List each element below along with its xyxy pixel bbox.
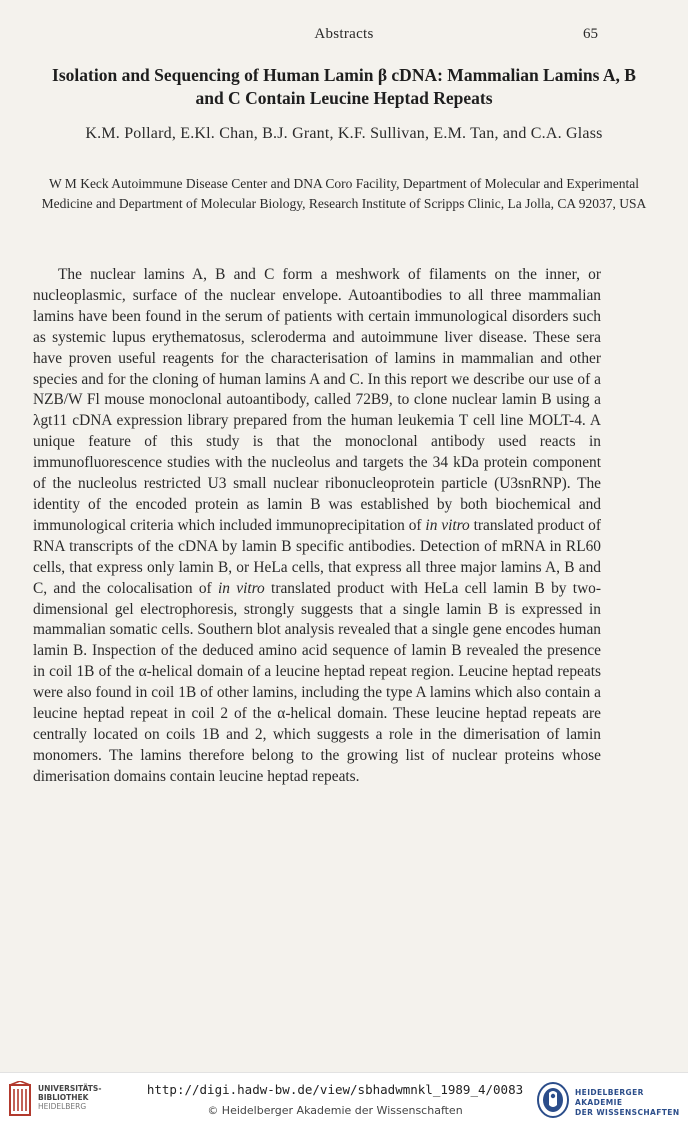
copyright-notice: © Heidelberger Akademie der Wissenschaften: [207, 1104, 463, 1117]
abstract-paragraph: [33, 265, 601, 788]
abstract-text-3: translated product with HeLa cell lamin B by two-dimensional gel electrophoresis, strongly suggests that a single lamin B is expressed in mammalian somatic cells. Southern blot analysis revealed that a single gene encodes human lamin B. Inspection of the deduced amino acid sequence of lamin B revealed the presence in coil 1B of the α-helical domain of a leucine heptad repeat region. Leucine heptad repeats were also found in coil 1B of other lamins, including the type A lamins which also contain a leucine heptad repeat in coil 2 of the α-helical domain. These leucine heptad repeats are centrally located on coils 1B and 2, which suggests a role in the dimerisation of lamin monomers. The lamins therefore belong to the growing list of nuclear proteins whose dimerisation domains contain leucine heptad repeats.: [33, 579, 602, 785]
library-city: HEIDELBERG: [38, 1102, 87, 1111]
library-name-line2: BIBLIOTHEK: [38, 1093, 89, 1102]
abstract-italic-1: in vitro: [425, 516, 470, 534]
academy-name-line1: HEIDELBERGER AKADEMIE: [575, 1088, 644, 1107]
library-name: [38, 1084, 101, 1111]
author-list: K.M. Pollard, E.Kl. Chan, B.J. Grant, K.F. Sullivan, E.M. Tan, and C.A. Glass: [85, 125, 603, 142]
abstract-text-2: translated product of RNA transcripts of the cDNA by lamin B specific antibodies. Detection of mRNA in RL60 cells, that express only lamin B, or HeLa cells, that express all three major lamins A, B and C, and the colocalisation of: [33, 516, 601, 597]
academy-seal-icon: [536, 1081, 570, 1119]
abstract-body: [33, 265, 601, 788]
abstract-italic-2: in vitro: [217, 579, 265, 597]
permalink-url[interactable]: http://digi.hadw-bw.de/view/sbhadwmnkl_1989_4/0083: [146, 1082, 524, 1097]
article-title: Isolation and Sequencing of Human Lamin β cDNA: Mammalian Lamins A, B and C Contain Leucine Heptad Repeats: [52, 65, 636, 108]
page-number: 65: [583, 26, 598, 42]
academy-name-line2: DER WISSENSCHAFTEN: [575, 1108, 680, 1117]
affiliation: W M Keck Autoimmune Disease Center and DNA Coro Facility, Department of Molecular and Experimental Medicine and Department of Molecular Biology, Research Institute of Scripps Clinic, La Jolla, CA 92037, USA: [41, 176, 647, 211]
university-library-logo-icon: [8, 1081, 34, 1119]
abstract-text-1: The nuclear lamins A, B and C form a meshwork of filaments on the inner, or nucleoplasmic, surface of the nuclear envelope. Autoantibodies to all three mammalian lamins have been found in the serum of patients with certain immunological disorders such as systemic lupus erythematosus, scleroderma and autoimmune liver disease. These sera have proven useful reagents for the characterisation of lamins in mammalian and other species and for the cloning of human lamins A and C. In this report we describe our use of a NZB/W Fl mouse monoclonal autoantibody, called 72B9, to clone nuclear lamin B using a λgt11 cDNA expression library prepared from the human leukemia T cell line MOLT-4. A unique feature of this study is that the monoclonal antibody used reacts in immunofluorescence studies with the nucleolus and targets the 34 kDa protein component of the nucleolus restricted U3 small nuclear ribonucleoprotein particle (U3snRNP). The identity of the encoded protein as lamin B was established by both biochemical and immunological criteria which included immunoprecipitation of: [33, 266, 601, 534]
academy-name: [575, 1088, 688, 1118]
library-name-line1: UNIVERSITÄTS-: [38, 1084, 102, 1093]
digitization-footer: [0, 1072, 688, 1126]
running-head: Abstracts: [314, 26, 374, 42]
